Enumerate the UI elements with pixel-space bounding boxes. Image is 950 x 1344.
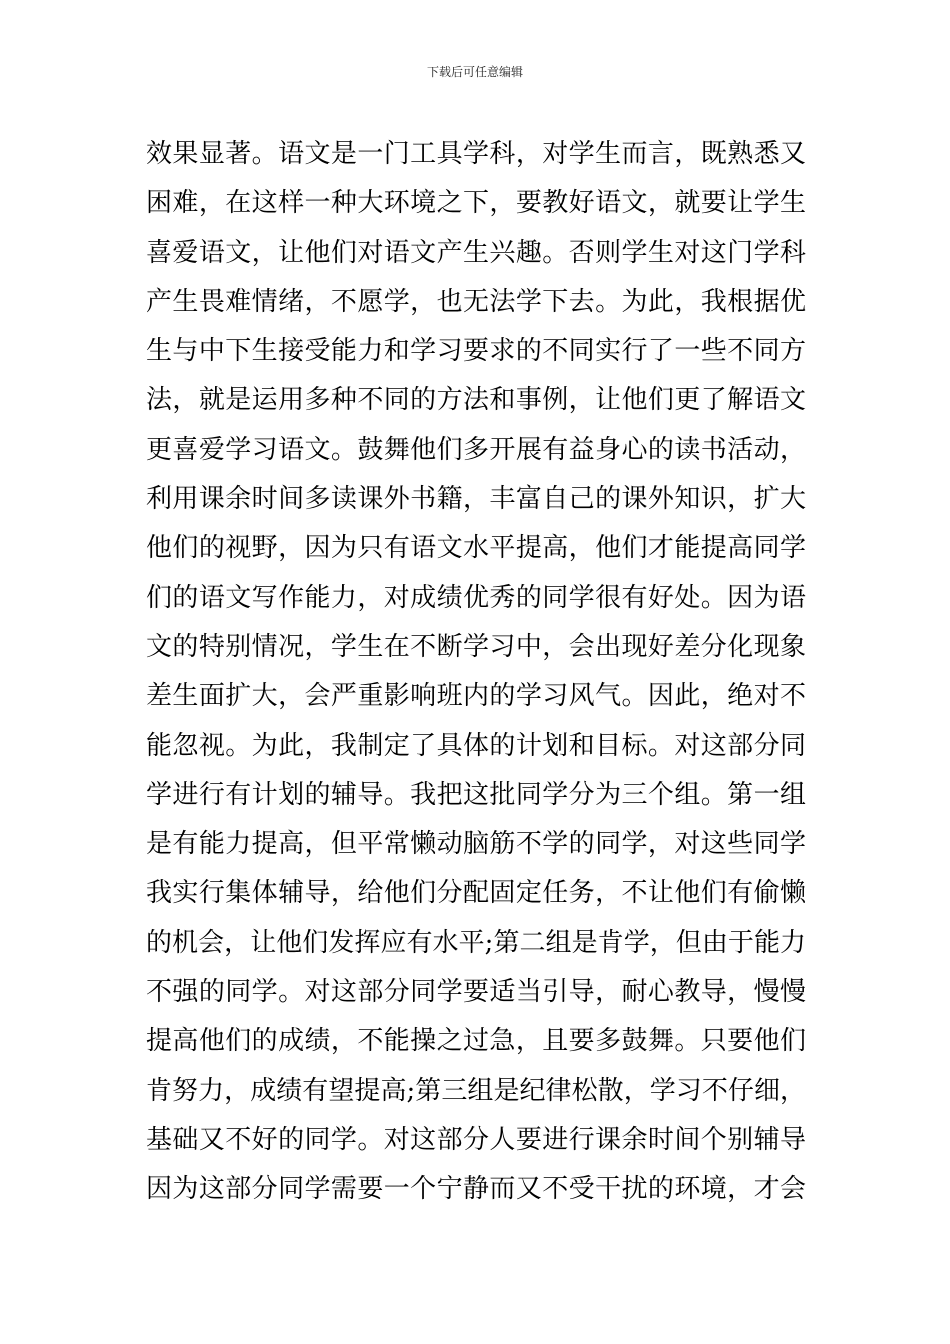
text-line: 们的语文写作能力，对成绩优秀的同学很有好处。因为语 xyxy=(146,582,806,613)
text-line: 生与中下生接受能力和学习要求的不同实行了一些不同方 xyxy=(146,336,806,367)
text-line: 文的特别情况，学生在不断学习中，会出现好差分化现象 xyxy=(146,631,806,662)
text-line: 效果显著。语文是一门工具学科，对学生而言，既熟悉又 xyxy=(146,139,806,169)
text-line: 能忽视。为此，我制定了具体的计划和目标。对这部分同 xyxy=(146,730,806,761)
text-line: 不强的同学。对这部分同学要适当引导，耐心教导，慢慢 xyxy=(146,977,806,1008)
text-line: 法，就是运用多种不同的方法和事例，让他们更了解语文 xyxy=(146,385,806,416)
text-line: 利用课余时间多读课外书籍，丰富自己的课外知识，扩大 xyxy=(146,484,806,515)
text-line: 基础又不好的同学。对这部分人要进行课余时间个别辅导 xyxy=(146,1124,806,1155)
text-line: 困难，在这样一种大环境之下，要教好语文，就要让学生 xyxy=(146,188,806,219)
text-line: 学进行有计划的辅导。我把这批同学分为三个组。第一组 xyxy=(146,779,806,810)
text-line: 的机会，让他们发挥应有水平;第二组是肯学，但由于能力 xyxy=(146,927,806,958)
text-line: 差生面扩大，会严重影响班内的学习风气。因此，绝对不 xyxy=(146,681,806,712)
text-line: 肯努力，成绩有望提高;第三组是纪律松散，学习不仔细， xyxy=(146,1075,806,1106)
body-text xyxy=(146,130,806,1215)
text-line: 产生畏难情绪，不愿学，也无法学下去。为此，我根据优 xyxy=(146,286,806,317)
text-line: 我实行集体辅导，给他们分配固定任务，不让他们有偷懒 xyxy=(146,878,806,909)
text-line: 他们的视野，因为只有语文水平提高，他们才能提高同学 xyxy=(146,533,806,564)
text-line: 提高他们的成绩，不能操之过急，且要多鼓舞。只要他们 xyxy=(146,1026,806,1057)
page-header: 下载后可任意编辑 xyxy=(426,65,523,79)
text-line: 更喜爱学习语文。鼓舞他们多开展有益身心的读书活动， xyxy=(146,434,806,465)
text-line: 是有能力提高，但平常懒动脑筋不学的同学，对这些同学 xyxy=(146,829,806,860)
text-line: 喜爱语文，让他们对语文产生兴趣。否则学生对这门学科 xyxy=(146,237,806,268)
text-line: 因为这部分同学需要一个宁静而又不受干扰的环境，才会 xyxy=(146,1174,806,1205)
